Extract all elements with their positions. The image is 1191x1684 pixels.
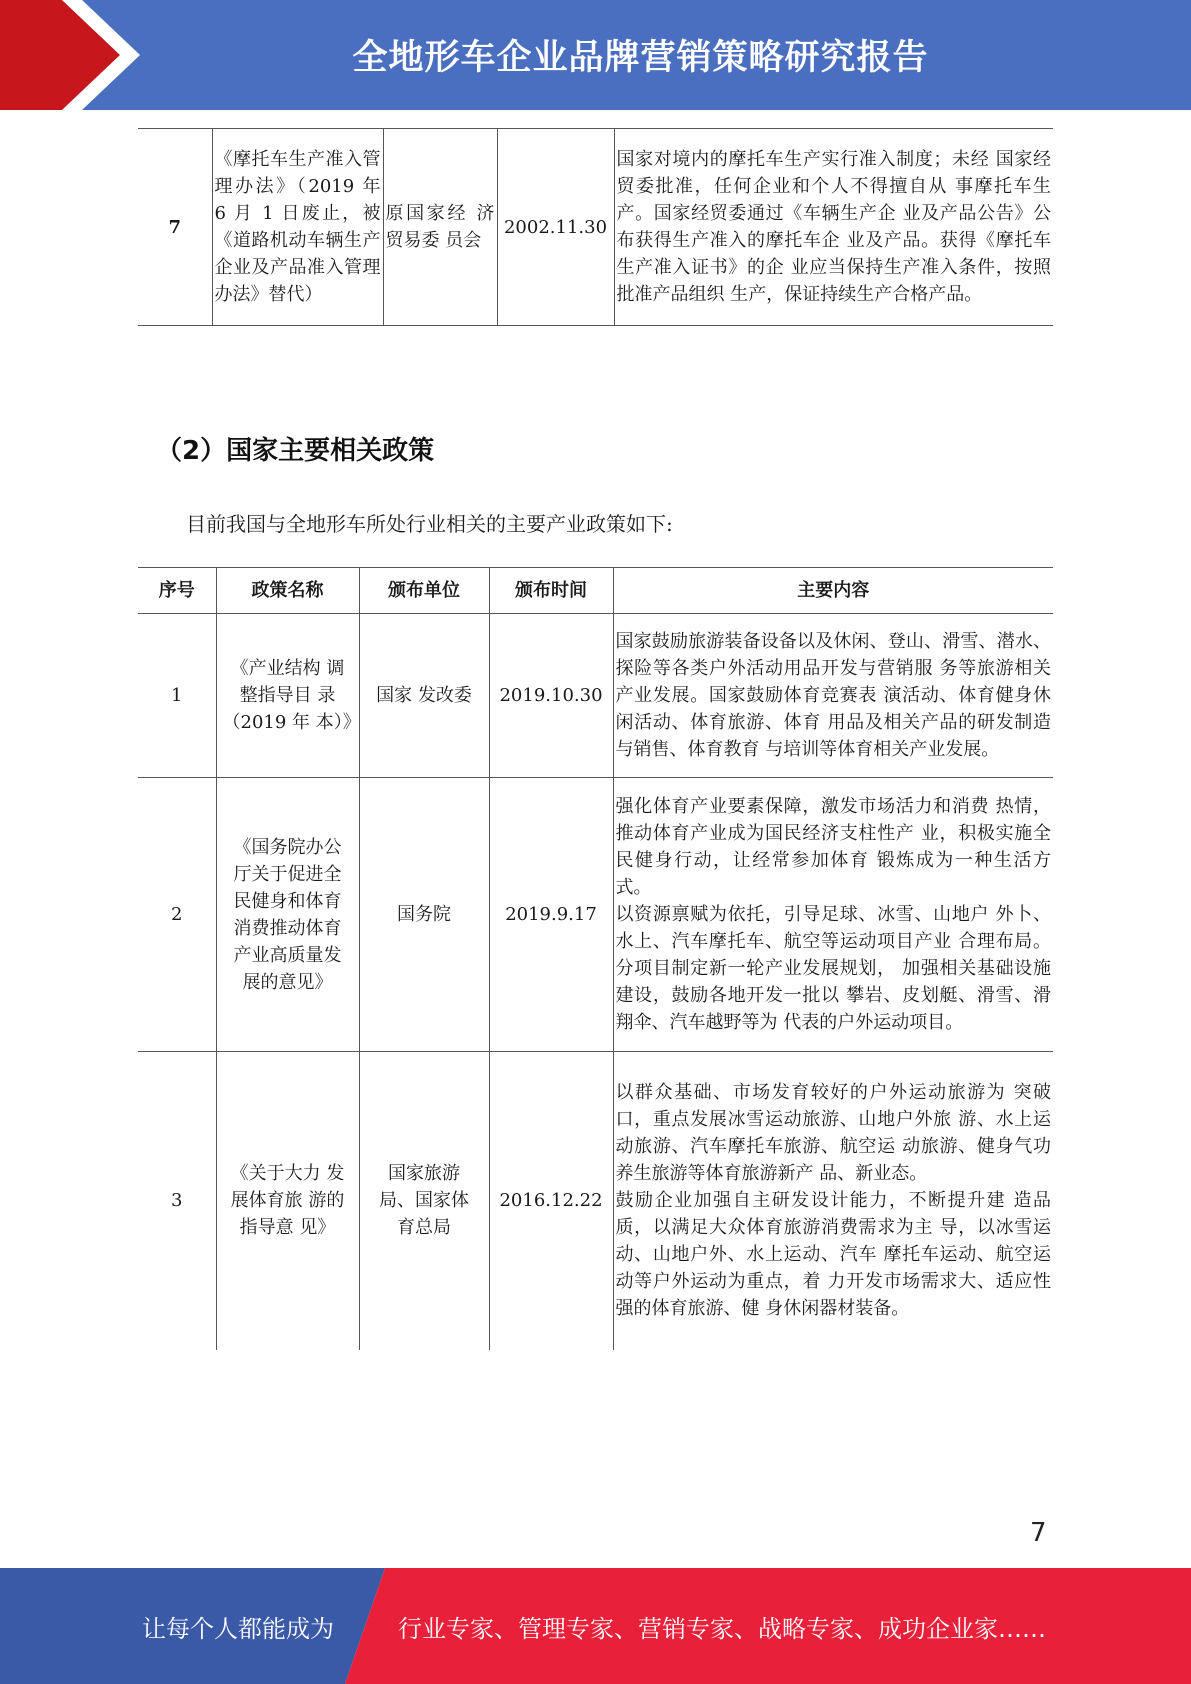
policy-table <box>138 567 1053 1350</box>
policy-name-cell: 《国务院办公厅关于促进全民健身和体育消费推动体育产业高质量发展的意见》 <box>216 778 359 1052</box>
policy-name-cell: 《关于大力 发展体育旅 游的指导意 见》 <box>216 1052 359 1350</box>
table-row <box>138 614 1053 778</box>
footer-slogan-left: 让每个人都能成为 <box>142 1614 334 1643</box>
policy-name-cell: 《摩托车生产准入管理办法》（2019 年 6 月 1 日废止，被《道路机动车辆生产企业及产品准入管理办法》替代） <box>212 129 383 326</box>
intro-paragraph: 目前我国与全地形车所处行业相关的主要产业政策如下: <box>186 512 673 536</box>
section-heading: （2）国家主要相关政策 <box>156 436 435 466</box>
table-row <box>138 778 1053 1052</box>
row-seq: 3 <box>171 1190 183 1212</box>
table-row <box>138 1052 1053 1350</box>
issuer-cell: 国家 发改委 <box>359 614 489 778</box>
column-header: 颁布时间 <box>489 568 613 614</box>
content-cell: 国家鼓励旅游装备设备以及休闲、登山、滑雪、潜水、探险等各类户外活动用品开发与营销服 务等旅游相关产业发展。国家鼓励体育竞赛表 演活动、体育健身休闲活动、体育旅游、体育 用品及相关产品的研发制造与销售、体育教育 与培训等体育相关产业发展。 <box>613 614 1053 778</box>
content-cell: 国家对境内的摩托车生产实行准入制度；未经 国家经贸委批准，任何企业和个人不得擅自从 事摩托车生产。国家经贸委通过《车辆生产企 业及产品公告》公布获得生产准入的摩托车企 业及产品。获得《摩托车生产准入证书》的企 业应当保持生产准入条件，按照批准产品组织 生产，保证持续生产合格产品。 <box>614 129 1053 326</box>
footer-banner <box>0 1568 1191 1684</box>
content-paragraph: 强化体育产业要素保障，激发市场活力和消费 热情，推动体育产业成为国民经济支柱性产 业，积极实施全民健身行动，让经常参加体育 锻炼成为一种生活方式。 <box>615 796 1051 898</box>
header-banner <box>0 0 1191 110</box>
table-header-row <box>138 568 1053 614</box>
content-paragraph: 鼓励企业加强自主研发设计能力，不断提升建 造品质，以满足大众体育旅游消费需求为主 导，以冰雪运动、山地户外、水上运动、汽车 摩托车运动、航空运动等户外运动为重点，着 力开发市场需求大、适应性强的体育旅游、健 身休闲器材装备。 <box>615 1190 1051 1320</box>
previous-regulation-table <box>138 128 1053 326</box>
column-header: 颁布单位 <box>359 568 489 614</box>
column-header: 序号 <box>138 568 216 614</box>
content-paragraph: 以资源禀赋为依托，引导足球、冰雪、山地户 外卜、水上、汽车摩托车、航空等运动项目产业 合理布局。分项目制定新一轮产业发展规划， 加强相关基础设施建设，鼓励各地开发一批以 攀岩、皮划艇、滑雪、滑翔伞、汽车越野等为 代表的户外运动项目。 <box>615 904 1051 1033</box>
column-header: 主要内容 <box>613 568 1053 614</box>
content-cell <box>613 778 1053 1052</box>
date-cell: 2002.11.30 <box>497 129 614 326</box>
report-title: 全地形车企业品牌营销策略研究报告 <box>352 38 929 78</box>
date-cell: 2016.12.22 <box>489 1052 613 1350</box>
column-header: 政策名称 <box>216 568 359 614</box>
row-seq: 1 <box>138 614 216 778</box>
table-row <box>138 129 1053 326</box>
row-seq: 7 <box>138 129 212 326</box>
issuer-cell: 原国家经 济贸易委 员会 <box>383 129 497 326</box>
row-seq: 2 <box>138 778 216 1052</box>
content-paragraph: 以群众基础、市场发育较好的户外运动旅游为 突破口，重点发展冰雪运动旅游、山地户外旅 游、水上运动旅游、汽车摩托车旅游、航空运 动旅游、健身气功养生旅游等体育旅游新产 品、新业态。 <box>615 1082 1051 1185</box>
date-cell: 2019.9.17 <box>489 778 613 1052</box>
issuer-cell: 国家旅游局、国家体育总局 <box>359 1052 489 1350</box>
issuer-cell: 国务院 <box>359 778 489 1052</box>
policy-name-cell: 《产业结构 调整指导目 录（2019 年 本）》 <box>216 614 359 778</box>
content-cell <box>613 1052 1053 1350</box>
page-number: 7 <box>1030 1518 1047 1548</box>
footer-slogan-right: 行业专家、管理专家、营销专家、战略专家、成功企业家…… <box>398 1614 1046 1643</box>
date-cell: 2019.10.30 <box>489 614 613 778</box>
